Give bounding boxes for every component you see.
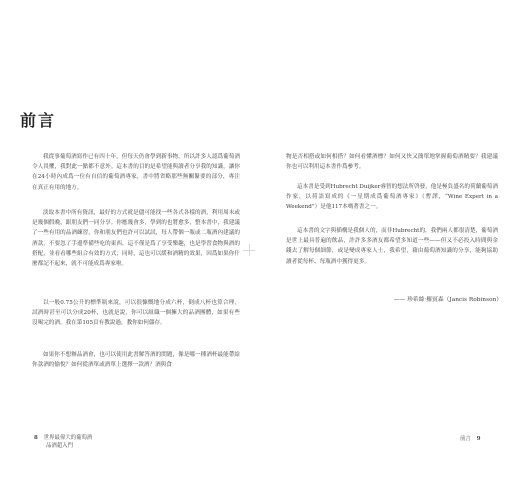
footer-book-title: 世界最偉大的葡萄酒 <box>43 435 93 441</box>
paragraph-3: 以一般0.75公升的標準瓶來說，可以很慷慨地分成六杯，倒成八杯也算合理，試酒時甚至可以分成20杯，也就是說，你可以組織一個擁大的品酒團體，如果有些沒喝完的酒，我在第105頁有教說過，教你如何儲存。 <box>32 300 240 327</box>
paragraph-7: 這本書的文字與插構是我個人的，而非Hubrecht的，我們兩人都很清楚，葡萄酒是世上最具普遍的飲品，許許多多酒友都希望多知道一些——但又不必投入時間與金錢去了解每個細節，或是變成專家人士，我希望，藉由葡萄酒知識的分享，能夠協助讀者從每杯、每瓶酒中獲得更多。 <box>286 228 498 265</box>
footer-section: 前言 <box>460 436 471 442</box>
paragraph-5: 物是否相搭或如何相搭？如何看懂酒標？如何又快又簡單地掌握葡萄酒精要？我建議你也可以利用這本書作爲參考。 <box>286 154 498 171</box>
registration-mark <box>243 244 255 256</box>
left-page <box>0 0 256 500</box>
left-footer <box>34 434 92 450</box>
right-page-number: 9 <box>476 436 481 442</box>
paragraph-6: 這本書是受到Hubrecht Duijker睿智的想法所啓發，他是極負盛名的荷蘭葡萄酒作家，以荷語寫成的《一星期成爲葡萄酒專家》（暫譯，“Wine Expert in a Weekend”）是他117本嗎著書之一。 <box>286 184 498 211</box>
left-page-number: 8 <box>34 435 38 441</box>
author-signature: —— 珍希絲·羅賓森（Jancis Robinson） <box>393 297 502 303</box>
right-footer <box>460 434 481 442</box>
right-page <box>264 0 520 500</box>
paragraph-1: 我從事葡萄酒寫作已有四十年，但每天仍會學到新事物。所以許多人認爲葡萄酒令人畏懼，我對此一點都不意外。這本書的目的是希望能與讀者分享我的知識，讓你在24小時內成爲一位有自信的葡萄酒專家，書中將省略那些無關緊要的部分，專注在真正有用的地方。 <box>32 154 240 191</box>
paragraph-2: 淡取本書中所有資訊，最好的方式就是儘可能找一些各式各樣的酒，利用周末或是幾個假晚，跟朋友們一同分享。你應幾會多，學到的也將愈多，整本書中，我建議了一些有用的品酒練習，你和朋友們也許可以試試，每人帶個一瓶或二瓶酒內建議的酒款，不要忽了手邊準備些吃的東西，這不僅是爲了享受樂趣，也是學習食物與酒的搭配，並看看哪些組合有效的方式；同時，這也可以緩和酒精的效果，因爲如果你什麼都記不起來，就不可能成爲專家啦。 <box>32 210 240 268</box>
paragraph-4: 如果你不想辦品酒會，也可以使用此書解答酒的問題，像是哪一種酒杯最能帶給你款酒的愉悅？如何從酒單或酒單上選擇一款酒？酒與食 <box>32 352 240 369</box>
page-title: 前言 <box>20 111 57 130</box>
footer-subtitle: 品酒超入門 <box>46 443 73 449</box>
